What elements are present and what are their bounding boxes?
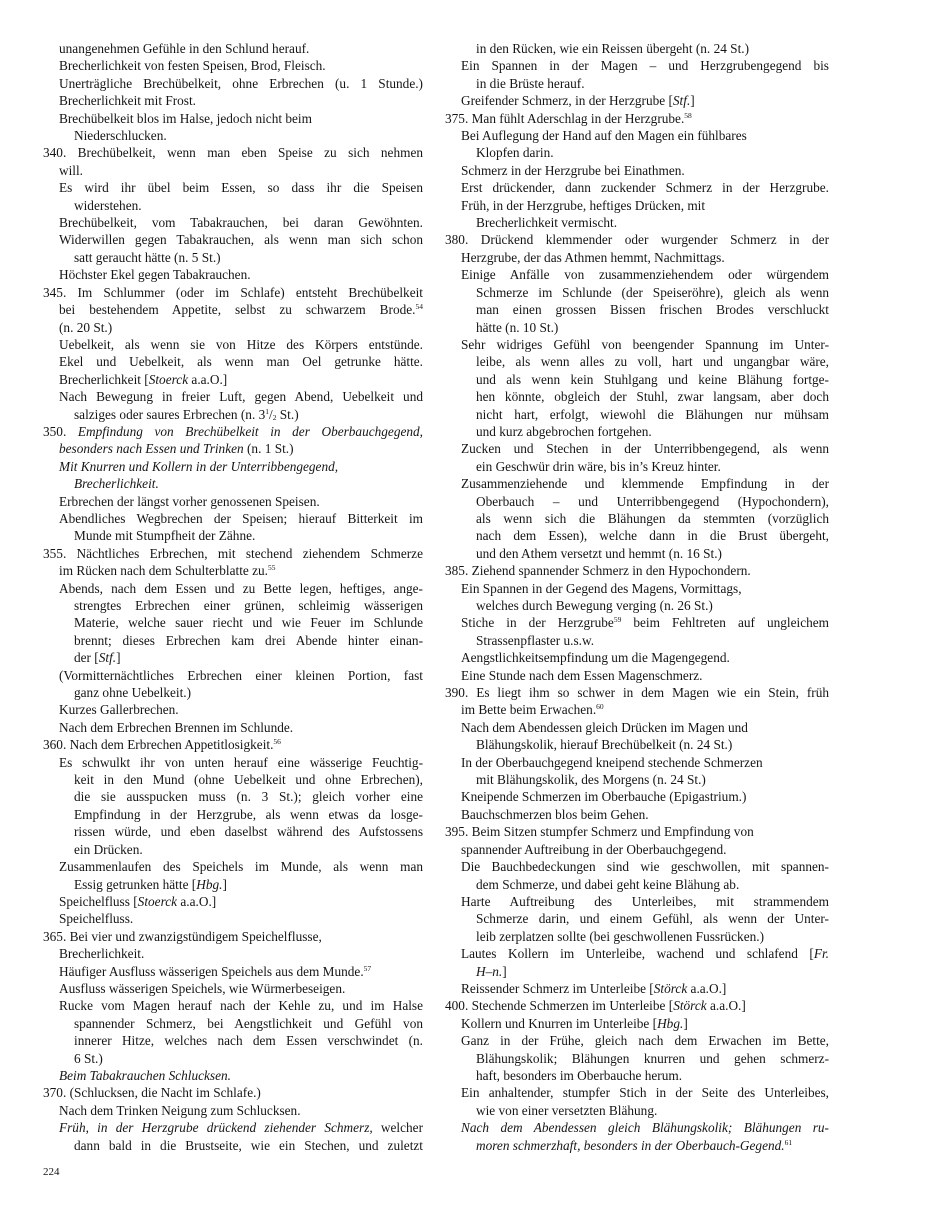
text-line: Früh, in der Herzgrube drückend ziehender Schmerz, welcher [59, 1120, 423, 1136]
text-line: Materie, welche sauer riecht und wie Feuer im Schlunde [74, 615, 423, 631]
text-line: spannender Auftreibung in der Oberbauchgegend. [461, 841, 727, 857]
text-line: Erbrechen der längst vorher genossenen Speisen. [59, 493, 320, 509]
text-line: der [Stf.] [74, 650, 121, 666]
text-line: Es schwulkt ihr von unten herauf eine wässerige Feuchtig- [59, 754, 423, 770]
text-line: Abendliches Wegbrechen der Speisen; hierauf Bitterkeit im [59, 510, 423, 526]
text-line: ein Geschwür drin wäre, bis in’s Kreuz hinter. [476, 458, 721, 474]
text-line: ganz ohne Uebelkeit.) [74, 685, 192, 701]
text-line: (Vormitternächtliches Erbrechen einer kleinen Portion, fast [59, 667, 423, 683]
text-line: Zucken und Stechen in der Unterribbengegend, als wenn [461, 441, 829, 457]
text-line: Eine Stunde nach dem Essen Magenschmerz. [461, 667, 703, 683]
text-line: Brecherlichkeit vermischt. [476, 215, 618, 231]
text-line: unangenehmen Gefühle in den Schlund herauf. [59, 41, 310, 56]
text-line: im Bette beim Erwachen.$^{60}$ [461, 702, 604, 718]
text-line: Abends, nach dem Essen und zu Bette legen, heftiges, ange- [59, 580, 423, 596]
text-line: Ein Spannen in der Magen – und Herzgrubengegend bis [461, 58, 829, 74]
text-line: Sehr widriges Gefühl von beengender Spannung im Unter- [461, 336, 829, 352]
text-line: Bauchschmerzen blos beim Gehen. [461, 806, 649, 822]
footnote-ref: 58 [684, 110, 692, 120]
text-line: strengtes Erbrechen einer grünen, schleimig wässerigen [74, 598, 423, 613]
text-line: Nach dem Abendessen gleich Blähungskolik; Blähungen ru- [461, 1120, 829, 1136]
text-line: H–n.] [476, 963, 507, 979]
text-line: Brecherlichkeit von festen Speisen, Brod, Fleisch. [59, 58, 326, 74]
text-line: welches durch Bewegung verging (n. 26 St.) [476, 598, 713, 613]
text-line: Ausfluss wässerigen Speichels, wie Würmerbeseigen. [59, 980, 346, 996]
text-line: 400. Stechende Schmerzen im Unterleibe [Störck a.a.O.] [445, 998, 746, 1014]
text-line: Nach dem Trinken Neigung zum Schlucksen. [59, 1102, 301, 1118]
text-line: 370. (Schlucksen, die Nacht im Schlafe.) [43, 1085, 261, 1101]
text-line: brennt; dieses Erbrechen kam drei Abende hinter einan- [74, 632, 423, 648]
text-line: 390. Es liegt ihm so schwer in dem Magen wie ein Stein, früh [445, 685, 829, 701]
text-line: Kneipende Schmerzen im Oberbauche (Epigastrium.) [461, 789, 747, 805]
text-line: salziges oder saures Erbrechen (n. $3^1/_2$ St.) [74, 406, 299, 422]
text-line: Höchster Ekel gegen Tabakrauchen. [59, 267, 251, 283]
text-line: Munde mit Stumpfheit der Zähne. [74, 528, 256, 544]
text-line: die sie ausspucken muss (n. 3 St.); gleich vorher eine [74, 789, 423, 805]
text-line: spannender Schmerz, bei Aengstlichkeit und Gefühl von [74, 1015, 423, 1031]
text-line: in den Rücken, wie ein Reissen übergeht (n. 24 St.) [476, 41, 750, 56]
text-line: man einen grossen Bissen frischen Brodes verschluckt [476, 302, 829, 318]
text-line: hätte (n. 10 St.) [476, 319, 559, 335]
text-line: Klopfen darin. [476, 145, 554, 161]
text-line: Brechübelkeit, vom Tabakrauchen, bei daran Gewöhnten. [59, 215, 423, 231]
text-line: haft, besonders im Oberbauche herum. [476, 1067, 683, 1083]
footnote-ref: 59 [613, 615, 622, 625]
text-line: 340. Brechübelkeit, wenn man eben Speise zu sich nehmen [43, 145, 423, 161]
text-line: Blähungskolik, hierauf Brechübelkeit (n. 24 St.) [476, 737, 733, 753]
text-line: Es wird ihr übel beim Essen, so dass ihr die Speisen [59, 180, 423, 196]
text-line: 365. Bei vier und zwanzigstündigem Speichelflusse, [43, 928, 322, 944]
text-line: In der Oberbauchgegend kneipend stechende Schmerzen [461, 754, 763, 770]
text-line: dem Schmerze, und dabei geht keine Blähung ab. [476, 876, 740, 892]
text-line: Schmerze im Schlunde (der Speiseröhre), gleich als wenn [476, 284, 829, 300]
text-line: 385. Ziehend spannender Schmerz in den Hypochondern. [445, 563, 751, 579]
text-line: Essig getrunken hätte [Hbg.] [74, 876, 227, 892]
text-line: Empfindung in der Herzgrube, als wenn etwas da losge- [74, 806, 423, 822]
text-line: 360. Nach dem Erbrechen Appetitlosigkeit.$^{56}$ [43, 737, 281, 753]
text-line: Häufiger Ausfluss wässerigen Speichels aus dem Munde.$^{57}$ [59, 963, 372, 979]
text-line: 375. Man fühlt Aderschlag in der Herzgrube.$^{58}$ [445, 110, 692, 126]
text-line: Kollern und Knurren im Unterleibe [Hbg.] [461, 1015, 688, 1031]
text-line: rissen würde, und eben daselbst während des Aufstossens [74, 824, 423, 840]
text-line: 345. Im Schlummer (oder im Schlafe) entsteht Brechübelkeit [43, 284, 423, 300]
text-line: Beim Tabakrauchen Schlucksen. [59, 1067, 231, 1083]
text-line: Zusammenlaufen des Speichels im Munde, als wenn man [59, 859, 423, 875]
text-line: 355. Nächtliches Erbrechen, mit stechend ziehendem Schmerze [43, 545, 423, 561]
text-line: Blähungskolik; Blähungen knurren und gehen schmerz- [476, 1050, 829, 1066]
footnote-ref: 56 [273, 737, 281, 747]
text-line: Die Bauchbedeckungen sind wie geschwollen, mit spannen- [461, 859, 829, 875]
text-line: Nach Bewegung in freier Luft, gegen Abend, Uebelkeit und [59, 389, 423, 405]
text-line: widerstehen. [74, 197, 142, 213]
text-line: in die Brüste herauf. [476, 75, 585, 91]
text-line: Niederschlucken. [74, 128, 167, 144]
text-line: Speichelfluss [Stoerck a.a.O.] [59, 893, 217, 909]
text-line: als wenn sich die Blähungen da stemmten (vorzüglich [476, 510, 829, 526]
text-line: Oberbauch – und Unterribbengegend (Hypochondern), [476, 493, 829, 509]
footnote-ref: 57 [363, 963, 372, 973]
text-line: leib zerplatzen sollte (bei geschwollenen Fussrücken.) [476, 928, 764, 944]
text-line: Brecherlichkeit mit Frost. [59, 93, 197, 109]
text-line: Strassenpflaster u.s.w. [476, 632, 595, 648]
text-line: und den Athem versetzt und hemmt (n. 16 St.) [476, 545, 722, 561]
text-line: Brecherlichkeit. [74, 476, 159, 492]
text-line: satt geraucht hätte (n. 5 St.) [74, 249, 221, 265]
text-line: Bei Auflegung der Hand auf den Magen ein fühlbares [461, 128, 747, 144]
text-line: Schmerz in der Herzgrube bei Einathmen. [461, 162, 685, 178]
text-line: Harte Auftreibung des Unterleibes, mit strammendem [461, 893, 829, 909]
text-line: bei bestehendem Appetite, selbst zu schwarzem Brode.$^{54}$ [59, 302, 423, 318]
text-line: 6 St.) [74, 1050, 103, 1066]
text-line: und als wenn kein Stuhlgang und keine Blähung fortge- [476, 371, 829, 387]
text-line: Schmerze darin, und einem Gefühl, als wenn der Unter- [476, 911, 829, 927]
text-line: 395. Beim Sitzen stumpfer Schmerz und Empfindung von [445, 824, 754, 840]
text-line: Unerträgliche Brechübelkeit, ohne Erbrechen (u. 1 Stunde.) [59, 75, 423, 91]
text-line: Herzgrube, der das Athmen hemmt, Nachmittags. [461, 249, 725, 265]
left-column [43, 40, 423, 1154]
text-line: 380. Drückend klemmender oder wurgender Schmerz in der [445, 232, 829, 248]
right-column [445, 40, 829, 1154]
text-line: Zusammenziehende und klemmende Empfindung in der [461, 476, 829, 492]
text-line: Nach dem Erbrechen Brennen im Schlunde. [59, 719, 294, 735]
text-line: Stiche in der Herzgrube$^{59}$ beim Fehltreten auf ungleichem [461, 615, 829, 631]
text-line: Mit Knurren und Kollern in der Unterribbengegend, [59, 458, 339, 474]
text-line: im Rücken nach dem Schulterblatte zu.$^{55}$ [59, 563, 276, 579]
footnote-ref: 60 [596, 702, 604, 712]
text-line: Reissender Schmerz im Unterleibe [Störck a.a.O.] [461, 980, 727, 996]
text-line: nicht hart, erfolgt, wiewohl die Blähungen nur mühsam [476, 406, 829, 422]
text-line: Brecherlichkeit [Stoerck a.a.O.] [59, 371, 228, 387]
text-line: Uebelkeit, als wenn sie von Hitze des Körpers entstünde. [59, 336, 423, 352]
text-line: dann bald in die Brustseite, wie ein Stechen, und zuletzt [74, 1137, 423, 1153]
text-line: moren schmerzhaft, besonders in der Oberbauch-Gegend.$^{61}$ [476, 1137, 793, 1153]
text-line: Widerwillen gegen Tabakrauchen, als wenn man sich schon [59, 232, 423, 248]
text-line: Brecherlichkeit. [59, 946, 145, 962]
text-line: Einige Anfälle von zusammenziehendem oder würgendem [461, 267, 829, 283]
footnote-ref: 55 [268, 563, 276, 573]
text-line: Ein Spannen in der Gegend des Magens, Vormittags, [461, 580, 742, 596]
text-line: mit Blähungskolik, des Morgens (n. 24 St.) [476, 772, 706, 788]
text-line: keit in den Mund (ohne Uebelkeit und ohne Erbrechen), [74, 772, 423, 788]
text-line: nach dem Essen), welche dann in die Brust übergeht, [476, 528, 829, 544]
text-line: Lautes Kollern im Unterleibe, wachend und schlafend [Fr. [461, 946, 829, 962]
text-line: besonders nach Essen und Trinken (n. 1 St.) [59, 441, 294, 457]
text-line: Ganz in der Frühe, gleich nach dem Erwachen im Bette, [461, 1033, 829, 1049]
text-line: hen könnte, obgleich der Stuhl, zwar langsam, aber doch [476, 389, 829, 405]
text-line: Erst drückender, dann zuckender Schmerz in der Herzgrube. [461, 180, 829, 196]
text-line: Ein anhaltender, stumpfer Stich in der Seite des Unterleibes, [461, 1085, 829, 1101]
text-line: (n. 20 St.) [59, 319, 113, 335]
text-line: Aengstlichkeitsempfindung um die Magengegend. [461, 650, 730, 666]
text-line: wie von einer versetzten Blähung. [476, 1102, 658, 1118]
text-line: Nach dem Abendessen gleich Drücken im Magen und [461, 719, 748, 735]
page-number: 224 [43, 1166, 60, 1178]
text-line: Greifender Schmerz, in der Herzgrube [Stf.] [461, 93, 695, 109]
footnote-ref: 54 [415, 302, 423, 312]
text-line: ein Drücken. [74, 841, 143, 857]
text-line: Kurzes Gallerbrechen. [59, 702, 179, 718]
text-line: Speichelfluss. [59, 911, 134, 927]
text-line: Früh, in der Herzgrube, heftiges Drücken, mit [461, 197, 706, 213]
text-line: Brechübelkeit blos im Halse, jedoch nicht beim [59, 110, 312, 126]
footnote-ref: 61 [784, 1137, 793, 1147]
text-line: innerer Hitze, welches nach dem Essen verschwindet (n. [74, 1033, 423, 1049]
text-line: Ekel und Uebelkeit, als wenn man Oel getrunke hätte. [59, 354, 423, 370]
text-line: leibe, als wenn alles zu voll, hart und ungangbar wäre, [476, 354, 829, 370]
text-line: und kurz abgebrochen fortgehen. [476, 423, 652, 439]
text-line: Rucke vom Magen herauf nach der Kehle zu, und im Halse [59, 998, 423, 1014]
text-line: 350. Empfindung von Brechübelkeit in der Oberbauchgegend, [43, 423, 424, 439]
text-line: will. [59, 162, 84, 178]
